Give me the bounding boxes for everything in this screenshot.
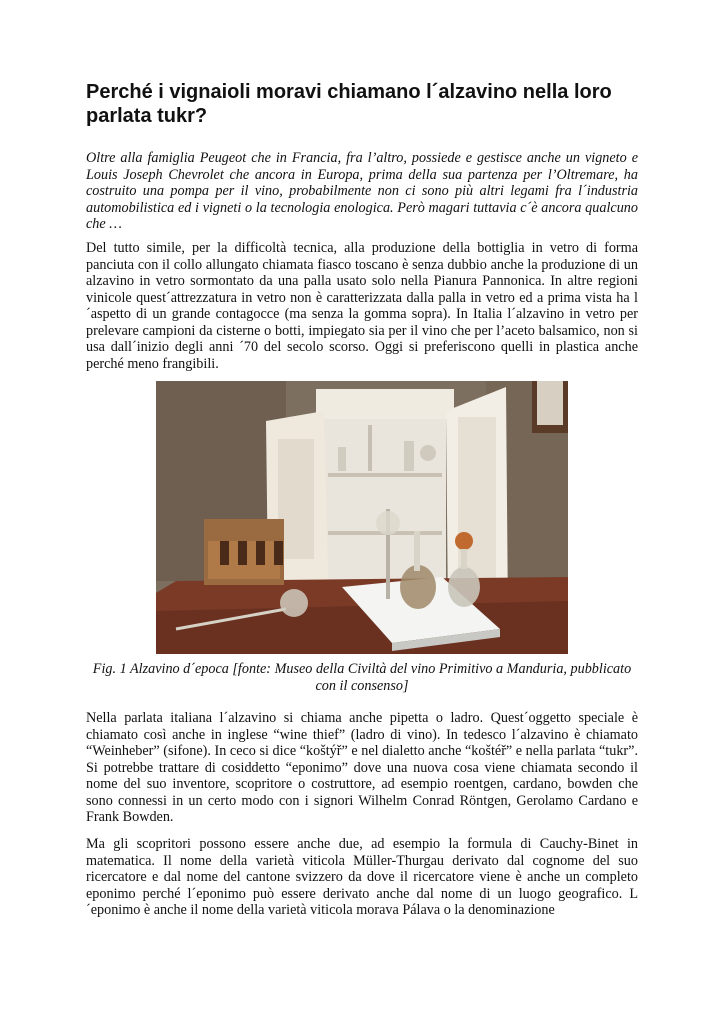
body-paragraph-2: Nella parlata italiana l´alzavino si chiama anche pipetta o ladro. Quest´oggetto speciale è chiamato così anche in inglese “wine thief” (ladro di vino). In tedesco l´alzavino è chiamato “Weinheber” (sifone). In ceco si dice “koštýř” e nel dialetto anche “koštéř” e nella parlata “tukr”. Si potrebbe trattare di cosiddetto “eponimo” dove una nuova cosa viene chiamata secondo il nome del suo inventore, scopritore o costruttore, ad esempio roentgen, cardano, bowden che sono connessi in un certo modo con i signori Wilhelm Conrad Röntgen, Gerolamo Cardano e Frank Bowden. [86, 710, 638, 825]
article-title: Perché i vignaioli moravi chiamano l´alzavino nella loro parlata tukr? [86, 81, 612, 127]
intro-paragraph: Oltre alla famiglia Peugeot che in Francia, fra l’altro, possiede e gestisce anche un vigneto e Louis Joseph Chevrolet che ancora in Europa, prima della sua partenza per l’Oltremare, ha costruito una pompa per il vino, probabilmente non ci sono più altri legami fra l´industria automobilistica ed i vigneti o la tecnologia enologica. Però magari tuttavia c´è ancora qualcuno che … [86, 150, 638, 232]
body-paragraph-1: Del tutto simile, per la difficoltà tecnica, alla produzione della bottiglia in vetro di forma panciuta con il collo allungato chiamata fiasco toscano è senza dubbio anche la produzione di un alzavino in vetro sormontato da una palla usato solo nella Pianura Pannonica. In altre regioni vinicole quest´attrezzatura in vetro non è caratterizzata dalla palla in vetro ed a prima vista ha l´aspetto di un grande contagocce (ma senza la gomma sopra). In Italia l´alzavino in vetro per prelevare campioni da cisterne o botti, impiegato sia per il vino che per l’aceto balsamico, non si usa dall´inizio degli anni ´70 del secolo scorso. Oggi si preferiscono quelli in plastica anche perché meno frangibili. [86, 240, 638, 372]
figure-caption: Fig. 1 Alzavino d´epoca [fonte: Museo della Civiltà del vino Primitivo a Manduria, pubblicato con il consenso] [92, 661, 632, 694]
alzavino-photo [156, 381, 568, 654]
body-paragraph-3: Ma gli scopritori possono essere anche due, ad esempio la formula di Cauchy-Binet in matematica. Il nome della varietà viticola Müller-Thurgau derivato dal cognome del suo ricercatore e dal nome del cantone svizzero da dove il ricercatore viene è anche un completo eponimo perché l´eponimo può essere derivato anche dal nome di un luogo geografico. L´eponimo è anche il nome della varietà viticola morava Pálava o la denominazione [86, 836, 638, 918]
